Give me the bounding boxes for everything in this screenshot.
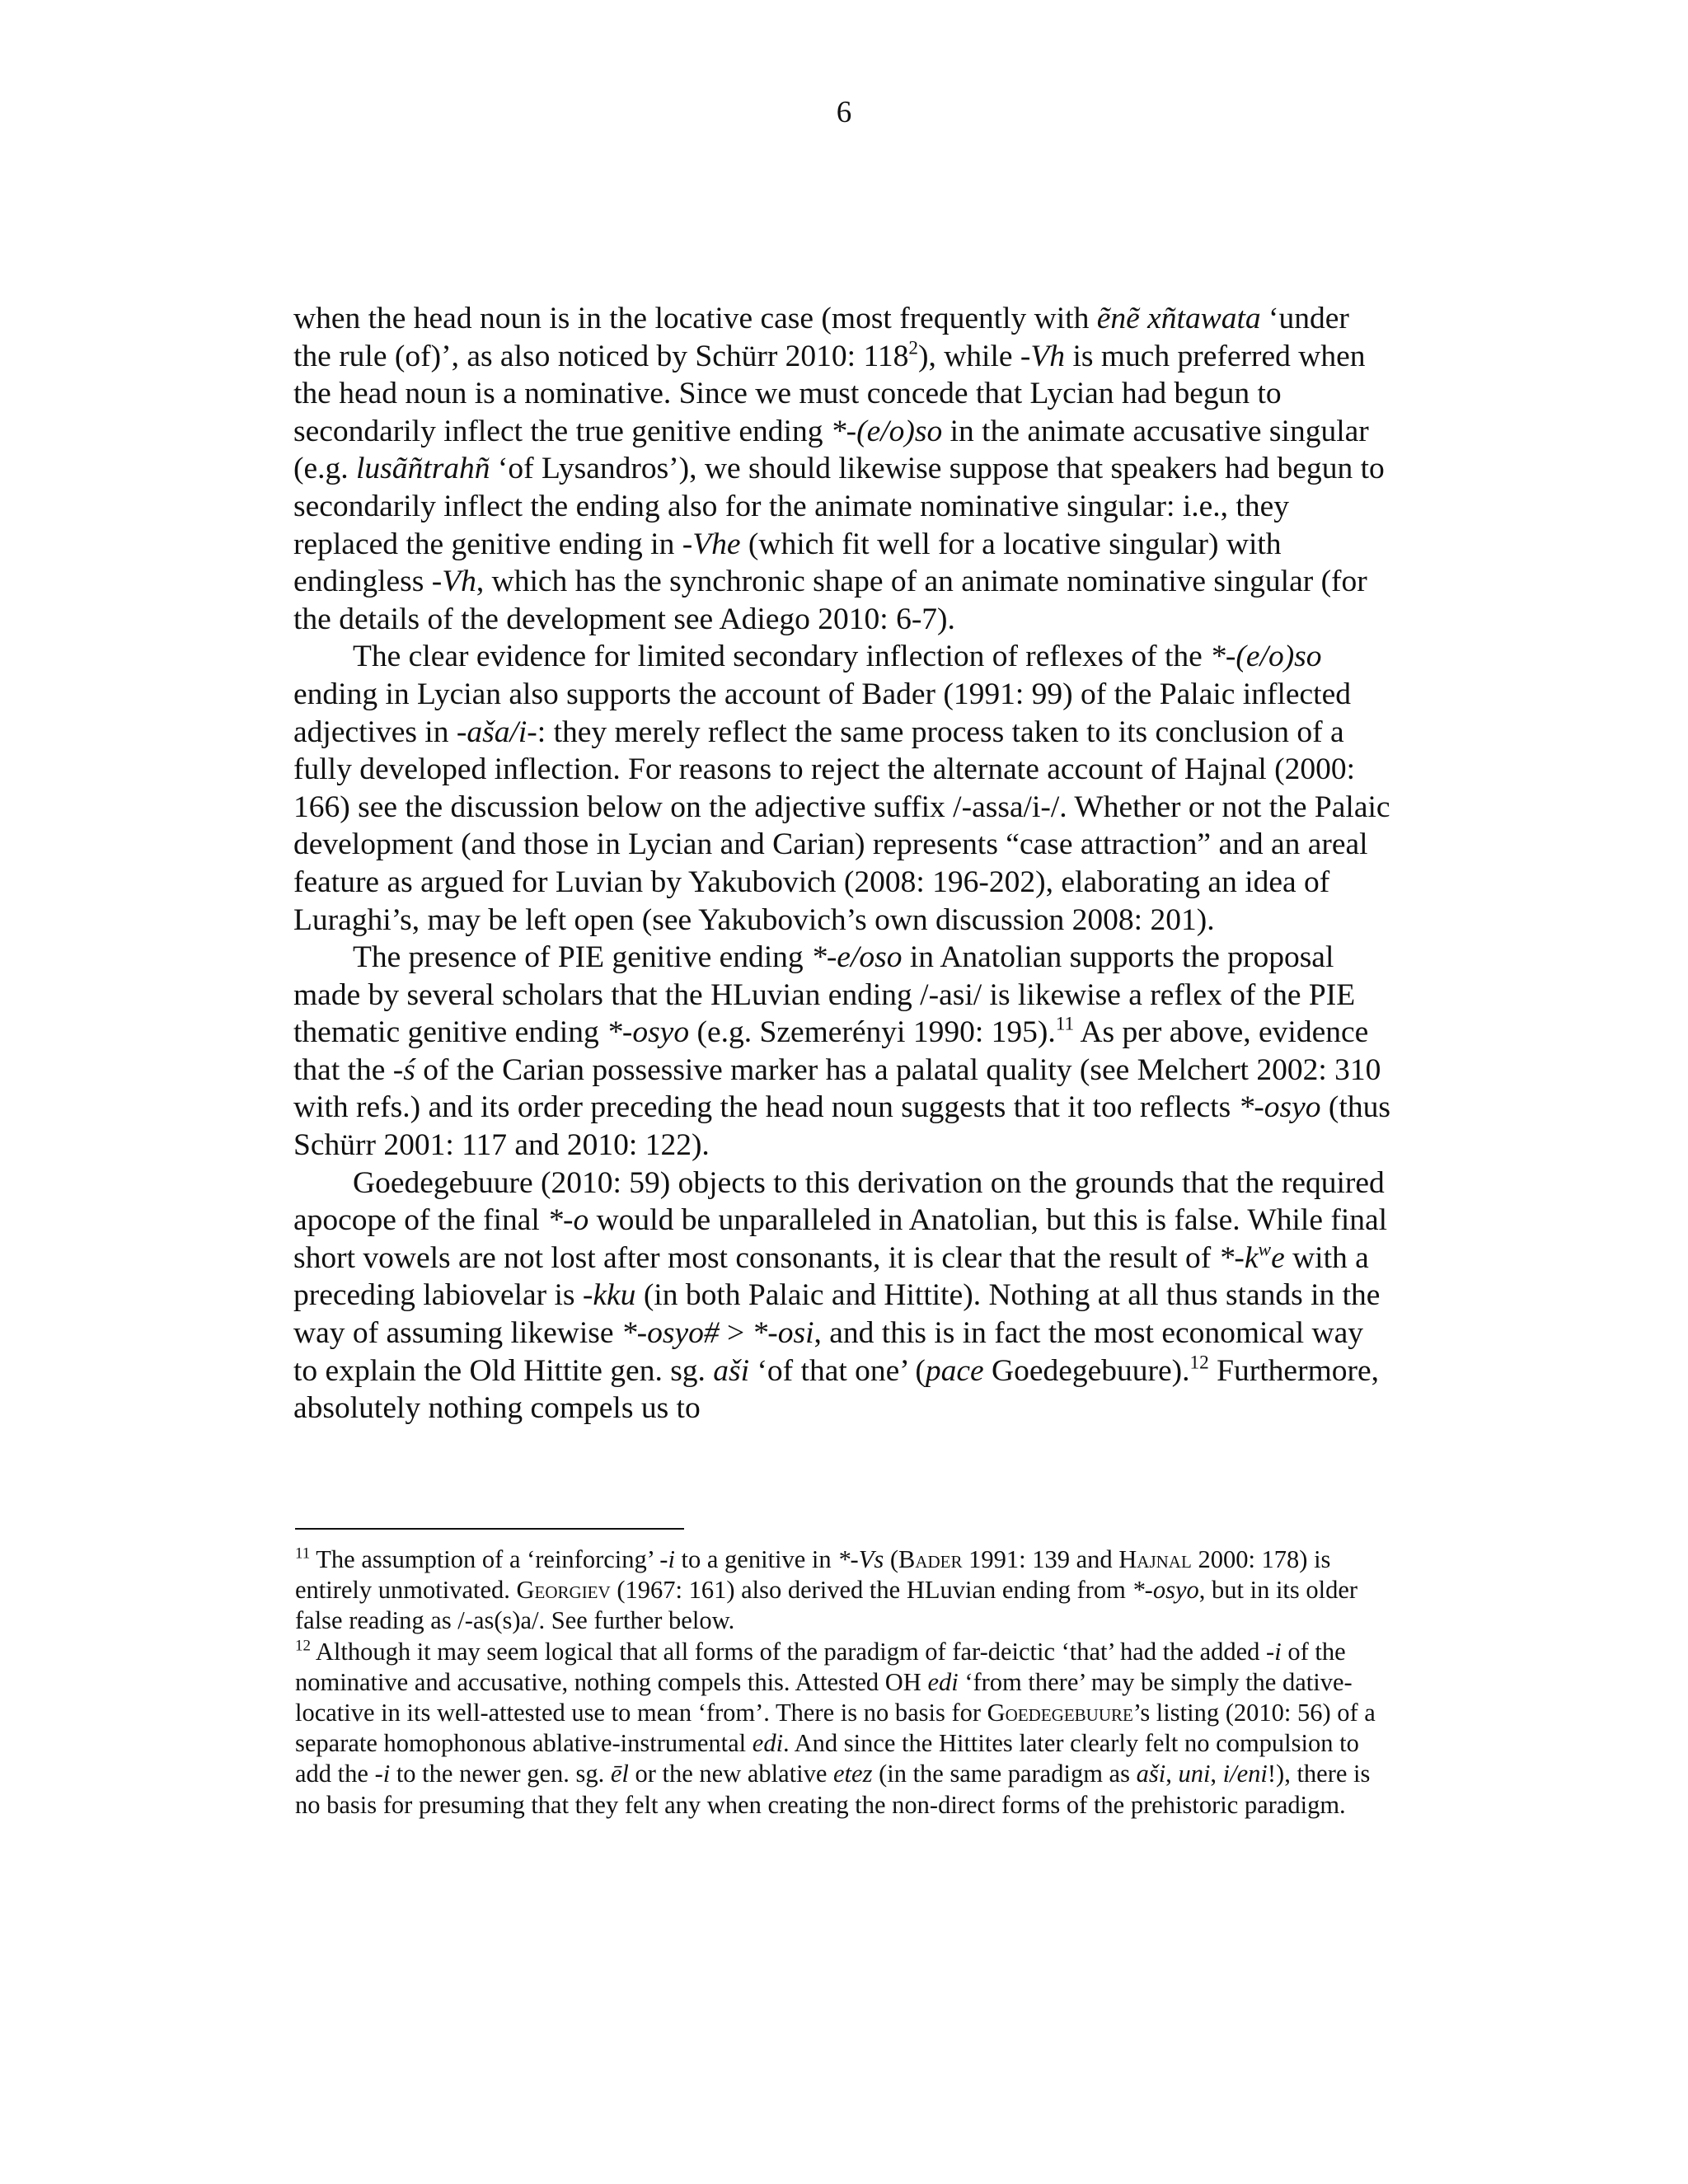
text-run: Furthermore, absolutely nothing compels us to <box>293 1353 1379 1426</box>
italic-term: *-osyo# <box>621 1316 720 1351</box>
italic-term: ēl <box>610 1760 629 1788</box>
footnote <box>295 1544 1391 1637</box>
text-run: As per above, evidence that the <box>293 1015 1369 1087</box>
italic-term: aši <box>713 1353 750 1388</box>
text-run: (1967: 161) also derived the HLuvian ending from <box>610 1576 1132 1605</box>
text-run: Goedegebuure). <box>983 1353 1190 1388</box>
text-run: , and this is in fact the most economical way to explain the Old Hittite gen. sg. <box>293 1316 1364 1388</box>
italic-term: lusãñtrahñ <box>356 452 490 486</box>
text-run: , but in its older false reading as /-as(s)a/. See further below. <box>295 1576 1358 1635</box>
paragraph <box>293 638 1395 939</box>
text-run: ’s listing (2010: 56) of a separate homophonous ablative-instrumental <box>295 1699 1376 1758</box>
italic-term: Vh <box>1030 339 1066 373</box>
text-run: (thus Schürr 2001: 117 and 2010: 122). <box>293 1090 1390 1163</box>
text-run: (which fit well for a locative singular) with endingless - <box>293 527 1282 599</box>
author-name: Goedegebuure <box>987 1699 1133 1727</box>
italic-term: Vh <box>442 565 476 599</box>
text-run: > <box>719 1316 753 1351</box>
text-run: of the nominative and accusative, nothing compels this. Attested OH <box>295 1637 1346 1696</box>
text-run: , which has the synchronic shape of an animate nominative singular (for the details of the development see Adiego 2010: 6-7). <box>293 565 1367 636</box>
paragraph <box>293 939 1395 1165</box>
italic-term: *-osi <box>752 1316 814 1351</box>
text-run: The clear evidence for limited secondary inflection of reflexes of the <box>353 640 1211 674</box>
text-run: is much preferred when the head noun is a nominative. Since we must concede that Lycian had begun to secondarily inflect the true genitive ending <box>293 339 1366 448</box>
text-run: with a preceding labiovelar is <box>293 1240 1369 1313</box>
text-run: would be unparalleled in Anatolian, but this is false. While final short vowels are not lost after most consonants, it is clear that the result of <box>293 1203 1388 1275</box>
text-run: Although it may seem logical that all forms of the paradigm of far-deictic ‘that’ had the added <box>310 1637 1267 1666</box>
italic-term: Vhe <box>692 527 741 561</box>
text-run: The assumption of a ‘reinforcing’ <box>310 1545 660 1573</box>
author-name: Bader <box>898 1545 963 1573</box>
text-run: of the Carian possessive marker has a palatal quality (see Melchert 2002: 310 with refs.) and its order preceding the head noun suggests that it too reflects <box>293 1052 1381 1125</box>
italic-term: -i <box>1266 1637 1282 1666</box>
text-run: The presence of PIE genitive ending <box>353 940 812 975</box>
italic-term: *-osyo <box>1238 1090 1321 1125</box>
italic-term: *-osyo <box>607 1015 690 1050</box>
italic-term: *-(e/o)so <box>830 414 943 448</box>
text-run: ‘of Lysandros’), we should likewise suppose that speakers had begun to secondarily inflect the ending also for the animate nominative singular: i.e., they replaced the genitive ending in - <box>293 452 1385 561</box>
italic-term: pace <box>925 1353 984 1388</box>
text-run: or the new ablative <box>628 1760 834 1788</box>
italic-term: -i <box>659 1545 675 1573</box>
footnotes <box>295 1544 1391 1821</box>
italic-term: *-Vs <box>837 1545 884 1573</box>
paragraph <box>293 300 1395 638</box>
italic-term: uni <box>1178 1760 1211 1788</box>
italic-term: edi <box>927 1667 959 1696</box>
author-name: Georgiev <box>516 1576 611 1605</box>
text-run: , <box>1165 1760 1179 1788</box>
italic-term: *-osyo <box>1132 1576 1199 1605</box>
italic-term: *-o <box>547 1203 589 1238</box>
author-name: Hajnal <box>1118 1545 1192 1573</box>
text-run: in the animate accusative singular (e.g. <box>293 414 1369 486</box>
italic-term: *-(e/o)so <box>1210 640 1322 674</box>
footnote <box>295 1637 1391 1821</box>
text-run: ‘under the rule (of)’, as also noticed by Schürr 2010: 118 <box>293 302 1349 373</box>
superscript: 12 <box>295 1636 311 1654</box>
italic-term: -ś <box>392 1052 415 1087</box>
text-run: . And since the Hittites later clearly felt no compulsion to add the <box>295 1729 1359 1788</box>
italic-term: aši <box>1136 1760 1166 1788</box>
text-run: when the head noun is in the locative case (most frequently with <box>293 302 1097 335</box>
text-run: 2000: 178) is entirely unmotivated. <box>295 1545 1331 1605</box>
text-run: ‘of that one’ ( <box>749 1353 926 1388</box>
text-run: to a genitive in <box>674 1545 838 1573</box>
superscript: 11 <box>1055 1013 1075 1035</box>
text-run: ), while - <box>917 339 1031 373</box>
text-run: (e.g. Szemerényi 1990: 195). <box>689 1015 1056 1050</box>
text-run: 1991: 139 and <box>962 1545 1119 1573</box>
italic-term: ẽnẽ xñtawata <box>1096 302 1261 335</box>
superscript: 12 <box>1189 1352 1209 1374</box>
italic-term: -kku <box>582 1278 636 1313</box>
text-run: ‘from there’ may be simply the dative-locative in its well-attested use to mean ‘from’. There is no basis for <box>295 1667 1353 1727</box>
footnote-separator <box>295 1528 684 1530</box>
text-run: , <box>1210 1760 1223 1788</box>
superscript: w <box>1258 1239 1272 1261</box>
text-run: : they merely reflect the same process taken to its conclusion of a fully developed inflection. For reasons to reject the alternate account of Hajnal (2000: 166) see the discussion below on the adjective suffix /-assa/i-/. Whether or not the Palaic development (and those in Lycian and Carian) represents “case attraction” and an areal feature as argued for Luvian by Yakubovich (2008: 196-202), elaborating an idea of Luraghi’s, may be left open (see Yakubovich’s own discussion 2008: 201). <box>293 715 1390 937</box>
superscript: 2 <box>908 337 918 359</box>
text-run: Goedegebuure (2010: 59) objects to this derivation on the grounds that the required apocope of the final <box>293 1165 1385 1238</box>
italic-term: -i <box>374 1760 391 1788</box>
body-text <box>293 300 1395 1427</box>
text-run: (in both Palaic and Hittite). Nothing at all thus stands in the way of assuming likewise <box>293 1278 1381 1351</box>
text-run: ending in Lycian also supports the account of Bader (1991: 99) of the Palaic inflected adjectives in <box>293 677 1351 749</box>
italic-term: edi <box>752 1729 784 1758</box>
italic-term: etez <box>833 1760 873 1788</box>
text-run: in Anatolian supports the proposal made by several scholars that the HLuvian ending /-asi/ is likewise a reflex of the PIE thematic genitive ending <box>293 940 1356 1050</box>
paragraph <box>293 1165 1395 1427</box>
italic-term: i/eni <box>1222 1760 1268 1788</box>
superscript: 11 <box>295 1544 311 1563</box>
italic-term: -aša/i- <box>456 715 537 749</box>
italic-term: e <box>1271 1240 1285 1275</box>
text-run: !), there is no basis for presuming that they felt any when creating the non-direct forms of the prehistoric paradigm. <box>295 1760 1371 1819</box>
italic-term: *-k <box>1218 1240 1259 1275</box>
text-run: (in the same paradigm as <box>872 1760 1137 1788</box>
text-run: ( <box>884 1545 898 1573</box>
text-run: to the newer gen. sg. <box>390 1760 611 1788</box>
page-number: 6 <box>836 96 852 129</box>
italic-term: *-e/oso <box>811 940 903 975</box>
